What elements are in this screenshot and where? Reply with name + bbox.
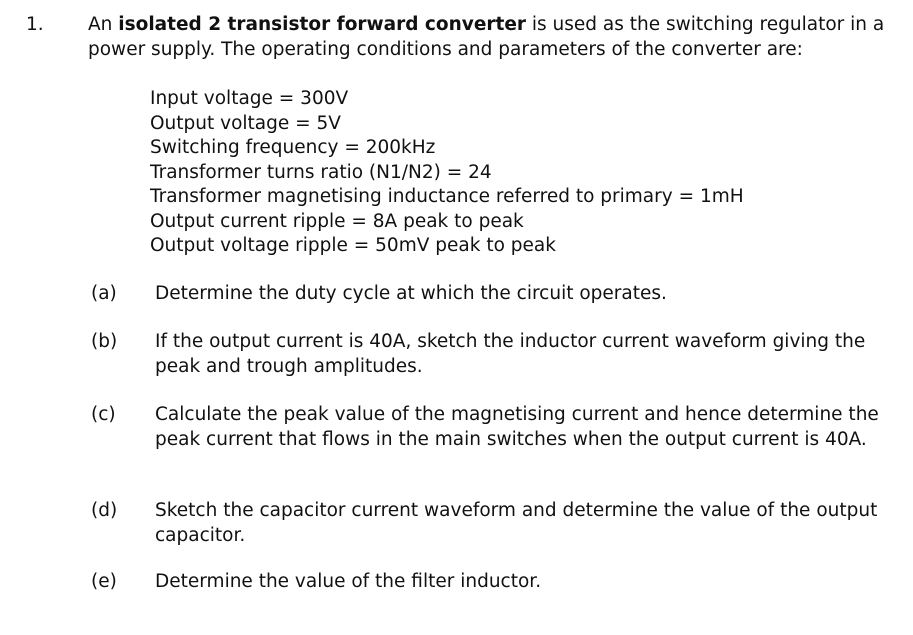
parameter-turns-ratio: Transformer turns ratio (N1/N2) = 24 (150, 161, 492, 183)
part-label: (b) (91, 331, 118, 352)
part-text: If the output current is 40A, sketch the inductor current waveform giving the peak and trough amplitudes. (155, 331, 866, 377)
parameter-magnetising-inductance: Transformer magnetising inductance referred to primary = 1mH (150, 186, 744, 207)
intro-bold-phrase: isolated 2 transistor forward converter (118, 14, 526, 35)
part-label: (a) (91, 283, 117, 304)
parameter-output-voltage: Output voltage = 5V (150, 112, 341, 134)
intro-text-end: is used as the switching regulator in a power supply. The operating conditions and parameters of the converter are: (88, 14, 885, 60)
question-number: 1. (26, 14, 44, 35)
parameter-switching-frequency: Switching frequency = 200kHz (150, 137, 436, 158)
intro-text-start: An (88, 14, 119, 35)
part-text: Sketch the capacitor current waveform and determine the value of the output capacitor. (155, 500, 878, 546)
part-label: (e) (91, 571, 117, 592)
part-label: (c) (91, 404, 116, 425)
parameter-voltage-ripple: Output voltage ripple = 50mV peak to peak (150, 235, 556, 256)
parameter-input-voltage: Input voltage = 300V (150, 88, 349, 109)
parameter-list (150, 87, 744, 259)
part-text: Determine the duty cycle at which the circuit operates. (155, 283, 667, 304)
part-text: Calculate the peak value of the magnetising current and hence determine the peak current that flows in the main switches when the output current is 40A. (155, 404, 879, 450)
question-intro (88, 13, 908, 62)
parameter-current-ripple: Output current ripple = 8A peak to peak (150, 210, 524, 232)
part-text: Determine the value of the filter inductor. (155, 571, 542, 592)
part-label: (d) (91, 500, 118, 521)
